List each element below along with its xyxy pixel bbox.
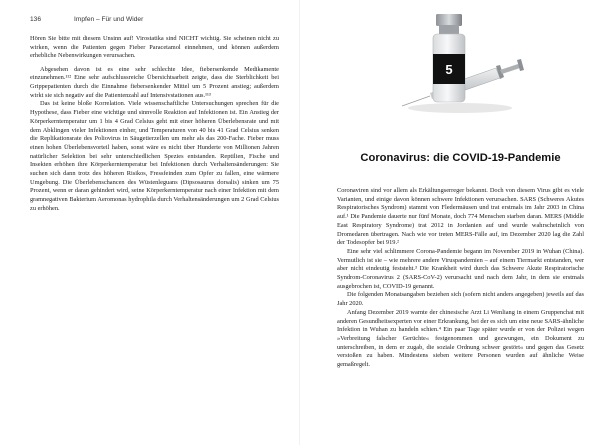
paragraph: Anfang Dezember 2019 warnte der chinesische Arzt Li Wenliang in einem Gruppenchat mit anderen Gesundheitsexperten vor einer Erkrankung, bei der es sich um eine neue SARS-ähnliche Infektion in Wuhan zu handeln schien.⁴ Ein paar Tage später wurde er von der Polizei wegen »Verbreitung falscher Gerüchte« festgenommen und gezwungen, ein Dokument zu unterschreiben, in dem er zugab, die soziale Ordnung schwer gestört« und gegen das Gesetz verstoßen zu haben. Mindestens sieben weitere Personen wurden auf ähnliche Weise gemaßregelt. xyxy=(337,308,584,369)
syringe-vial-illustration xyxy=(396,10,524,128)
page-number: 136 xyxy=(30,16,42,23)
shadow xyxy=(408,103,512,113)
paragraph: Hören Sie bitte mit diesem Unsinn auf! Virostatika sind NICHT wichtig. Sie scheinen nicht zu wirken, wenn die Patienten gegen Fieber Paracetamol einnehmen, und können außerdem erhebliche Nebenwirkungen verursachen. xyxy=(30,35,279,60)
paragraph: Das ist keine bloße Korrelation. Viele wissenschaftliche Untersuchungen sprechen für die Hypothese, dass Fieber eine wichtige und sinnvolle Reaktion auf Infektionen ist. Ein Anstieg der Körperkerntemperatur um 1 bis 4 Grad Celsius geht mit einer höheren Überlebensrate und mit dem Abklingen vieler Infektionen einher, und Temperaturen von 40 bis 41 Grad Celsius senken die Replikationsrate des Poliovirus in Säugetierzellen um mehr als das 200-Fache. Fieber muss einen hohen Überlebensvorteil haben, sonst wäre es nicht über Hunderte von Millionen Jahren natürlicher Selektion bei sehr unterschiedlichen Spezies entstanden. Reptilien, Fische und Insekten erhöhen ihre Körperkerntemperatur bei Infektionen durch Verhaltensänderungen: Sie suchen sich dann trotz des höheren Risikos, Fressfeinden zum Opfer zu fallen, eine wärmere Umgebung. Die Überlebenschancen des Wüstenleguans (Dipsosaurus dorsalis) sinken um 75 Prozent, wenn er daran gehindert wird, seine Körperkerntemperatur nach einer Infektion mit dem gramnegativen Bakterium Aeromonas hydrophila durch Verhaltensänderungen um 2 Grad Celsius zu erhöhen. xyxy=(30,100,279,212)
vial xyxy=(433,14,465,102)
left-body-text xyxy=(30,35,279,214)
vial-label: 5 xyxy=(445,62,453,77)
right-body-text xyxy=(337,187,584,370)
running-title: Impfen – Für und Wider xyxy=(74,16,144,23)
paragraph: Eine sehr viel schlimmere Corona-Pandemie begann im November 2019 in Wuhan (China). Vermutlich ist sie – wie mehrere andere Viruspandemien – auf einem Tiermarkt entstanden, wer aber nicht eindeutig feststeht.³ Die Krankheit wird durch das Schwere Akute Respiratorische Syndrom-Coronavirus 2 (SARS-CoV-2) verursacht und nach dem Jahr, in dem sie erstmals ausgebrochen ist, COVID-19 genannt. xyxy=(337,247,584,290)
paragraph: Coronaviren sind vor allem als Erkältungserreger bekannt. Doch von diesem Virus gibt es viele Varianten, und einige davon können schwere Infektionen verursachen. SARS (Schweres Akutes Respiratorisches Syndrom) stammt von Fledermäusen und trat erstmals im Jahr 2003 in China auf.¹ Die Pandemie dauerte nur fünf Monate, doch 774 Menschen starben daran. MERS (Middle East Respiratory Syndrome) trat 2012 in Jordanien auf und wurde wahrscheinlich von Dromedaren übertragen. Nach wie vor treten MERS-Fälle auf, im Dezember 2020 lag die Zahl der Todesopfer bei 919.² xyxy=(337,187,584,247)
paragraph: Die folgenden Monatsangaben beziehen sich (sofern nicht anders angegeben) jeweils auf das Jahr 2020. xyxy=(337,291,584,308)
chapter-title: Coronavirus: die COVID-19-Pandemie xyxy=(360,152,561,164)
paragraph: Abgesehen davon ist es eine sehr schlechte Idee, fiebersenkende Medikamente einzunehmen.¹¹² Eine sehr aufschlussreiche Übersichtsarbeit zeigte, dass die Sterblichkeit bei Grippepatienten durch die Einnahme fiebersenkender Mittel um 5 Prozent anstieg; außerdem wirkt sie sich negativ auf die Patientenzahl auf Intensivstationen aus.¹¹³ xyxy=(30,65,279,99)
right-page xyxy=(300,0,600,445)
